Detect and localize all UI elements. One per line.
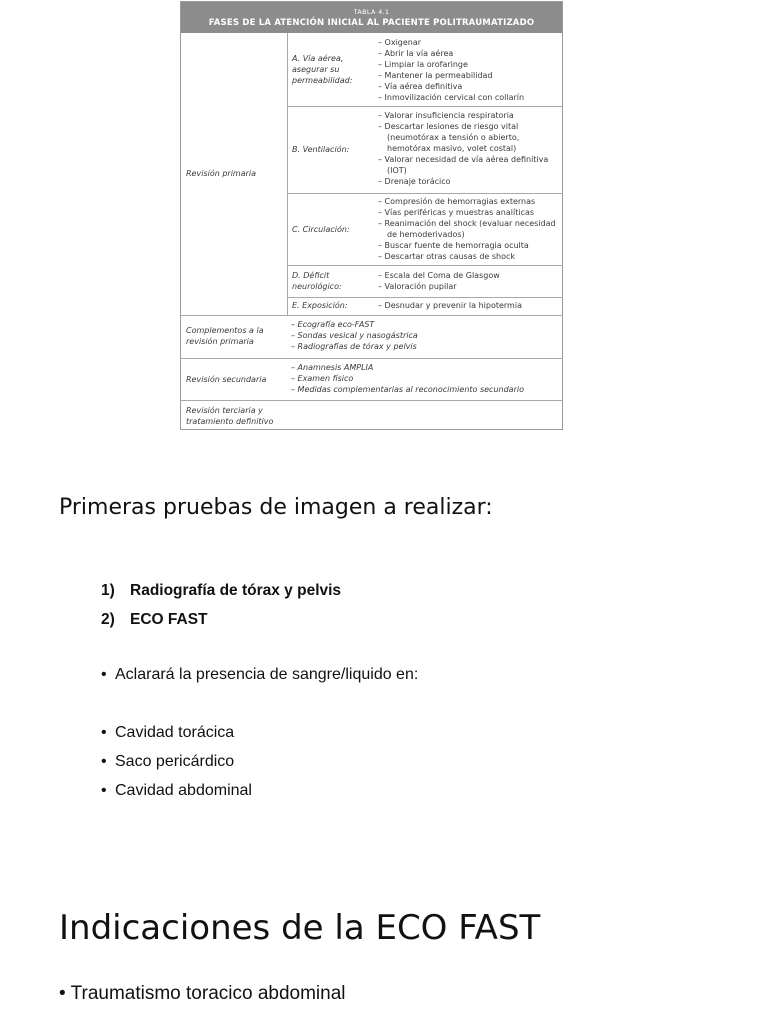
divider (181, 315, 562, 316)
table-list-item: – Inmovilización cervical con collarín (378, 93, 525, 102)
step-d-label: D. Déficit neurológico: (292, 271, 342, 291)
table-list-item: – Compresión de hemorragias externas (378, 197, 536, 206)
step-c-items (378, 196, 558, 262)
section-heading: Primeras pruebas de imagen a realizar: (59, 495, 493, 520)
item-number: 1) (101, 582, 115, 599)
step-e-label: E. Exposición: (292, 301, 348, 310)
divider (181, 358, 562, 359)
table-list-item: – Buscar fuente de hemorragia oculta (378, 241, 529, 250)
cavity-text: Cavidad abdominal (115, 782, 252, 799)
complements-label: Complementos a la revisión primaria (186, 326, 264, 346)
tertiary-review-label: Revisión terciaria y tratamiento definitivo (186, 406, 274, 426)
divider (287, 297, 562, 298)
table-list-item: – Valoración pupilar (378, 282, 457, 291)
list-item (101, 724, 252, 753)
step-c-label: C. Circulación: (292, 225, 350, 234)
list-item (101, 666, 418, 695)
step-b-items (378, 110, 558, 187)
list-item (101, 782, 252, 811)
table-header (181, 2, 562, 33)
divider (287, 33, 288, 315)
bullet-icon: • (101, 782, 107, 799)
trauma-phases-table (180, 1, 563, 430)
complements-items (291, 319, 556, 352)
table-list-item: – Desnudar y prevenir la hipotermia (378, 301, 522, 310)
table-list-item: – Examen físico (291, 374, 354, 383)
item-text: ECO FAST (130, 611, 208, 628)
table-title: FASES DE LA ATENCIÓN INICIAL AL PACIENTE POLITRAUMATIZADO (208, 18, 535, 28)
bullet-icon: • (59, 983, 66, 1004)
step-e-items (378, 300, 558, 311)
table-list-item: – Ecografía eco-FAST (291, 320, 375, 329)
cavity-text: Saco pericárdico (115, 753, 235, 770)
table-list-item: – Descartar lesiones de riesgo vital (neumotórax a tensión o abierto, hemotórax masivo, volet costal) (378, 122, 520, 153)
table-list-item: – Valorar necesidad de vía aérea definitiva (IOT) (378, 155, 549, 175)
step-b-label: B. Ventilación: (292, 145, 350, 154)
table-list-item: – Mantener la permeabilidad (378, 71, 493, 80)
table-list-item: – Oxigenar (378, 38, 422, 47)
item-text: Radiografía de tórax y pelvis (130, 582, 342, 599)
intro-text: Aclarará la presencia de sangre/liquido en: (115, 666, 419, 683)
table-list-item: – Anamnesis AMPLIA (291, 363, 374, 372)
divider (287, 193, 562, 194)
table-list-item: – Reanimación del shock (evaluar necesidad de hemoderivados) (378, 219, 556, 239)
bullet-icon: • (101, 724, 107, 741)
cavities-list (101, 724, 252, 811)
table-list-item: – Descartar otras causas de shock (378, 252, 516, 261)
divider (181, 400, 562, 401)
table-list-item: – Limpiar la orofaringe (378, 60, 468, 69)
secondary-review-label: Revisión secundaria (186, 375, 267, 384)
primary-review-label: Revisión primaria (186, 169, 257, 178)
indications-list (59, 983, 346, 1005)
cavity-text: Cavidad torácica (115, 724, 235, 741)
secondary-items (291, 362, 559, 395)
table-list-item: – Escala del Coma de Glasgow (378, 271, 500, 280)
table-list-item: – Radiografías de tórax y pelvis (291, 342, 417, 351)
table-list-item: – Drenaje torácico (378, 177, 451, 186)
step-a-items (378, 37, 558, 103)
list-item (59, 983, 346, 1005)
list-item (101, 611, 341, 640)
divider (287, 106, 562, 107)
table-list-item: – Vía aérea definitiva (378, 82, 463, 91)
step-a-label: A. Vía aérea, asegurar su permeabilidad: (292, 54, 353, 85)
item-number: 2) (101, 611, 115, 628)
table-list-item: – Sondas vesical y nasogástrica (291, 331, 418, 340)
step-d-items (378, 270, 558, 292)
table-list-item: – Abrir la vía aérea (378, 49, 454, 58)
imaging-tests-list (101, 582, 341, 640)
intro-list (101, 666, 418, 695)
indication-text: Traumatismo toracico abdominal (70, 983, 346, 1004)
bullet-icon: • (101, 753, 107, 770)
list-item (101, 753, 252, 782)
bullet-icon: • (101, 666, 107, 683)
table-list-item: – Medidas complementarias al reconocimiento secundario (291, 385, 524, 394)
divider (287, 265, 562, 266)
table-number: TABLA 4.1 (353, 8, 390, 16)
table-list-item: – Vías periféricas y muestras analíticas (378, 208, 535, 217)
table-list-item: – Valorar insuficiencia respiratoria (378, 111, 514, 120)
slide-title: Indicaciones de la ECO FAST (59, 908, 541, 948)
list-item (101, 582, 341, 611)
